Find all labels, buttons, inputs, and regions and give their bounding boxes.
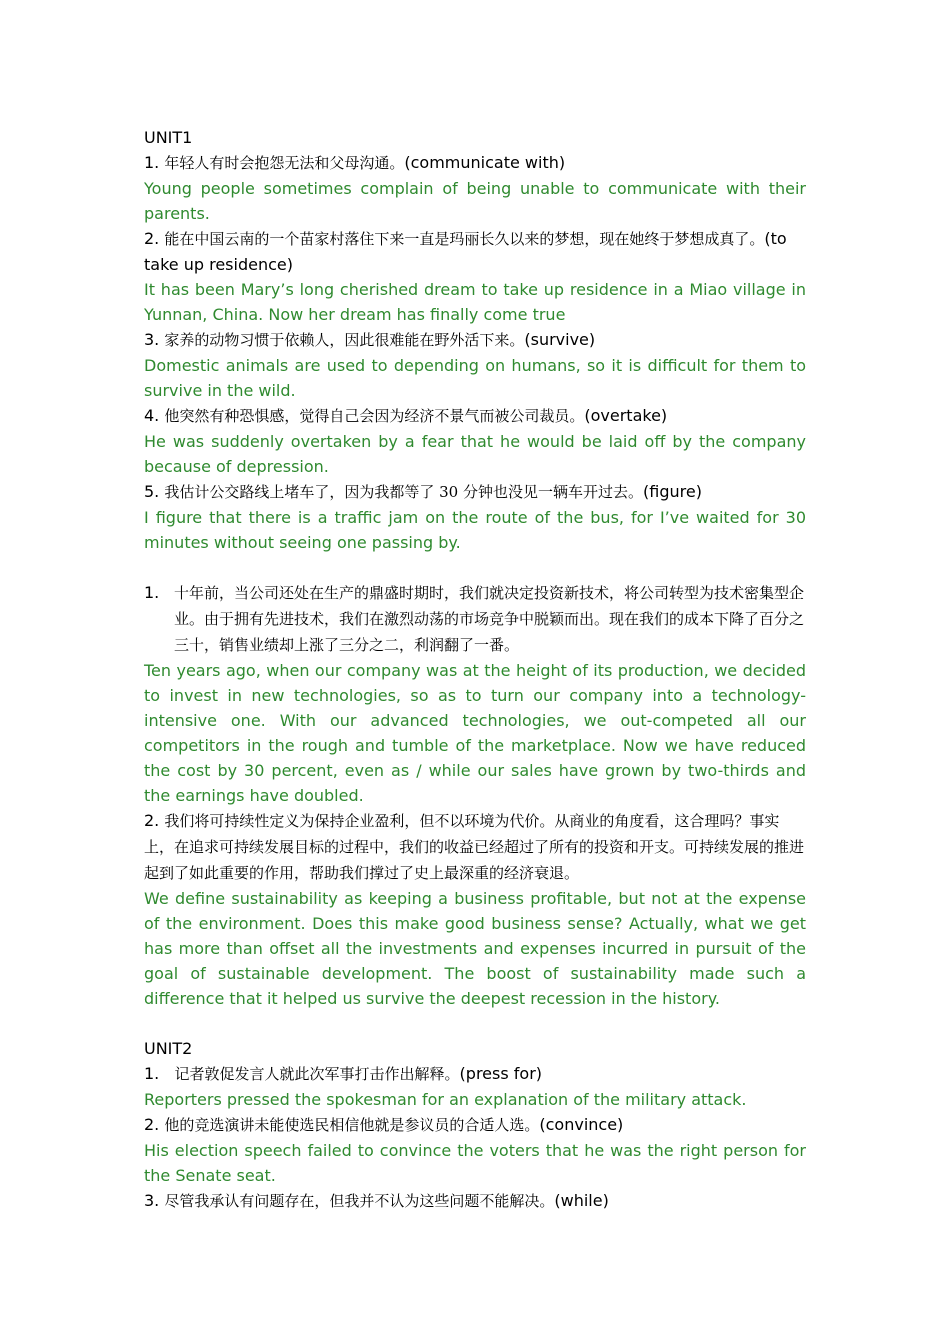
question-line bbox=[144, 1188, 806, 1214]
chinese-sentence: 尽管我承认有问题存在，但我并不认为这些问题不能解决。 bbox=[164, 1192, 555, 1210]
english-translation: Young people sometimes complain of being unable to communicate with their parents. bbox=[144, 179, 806, 223]
question-line bbox=[144, 1061, 806, 1087]
question-line bbox=[144, 150, 806, 176]
unit1-passage bbox=[144, 580, 806, 808]
section-spacer bbox=[144, 1011, 806, 1036]
question-line bbox=[144, 403, 806, 429]
chinese-sentence: 他的竞选演讲未能使选民相信他就是参议员的合适人选。 bbox=[164, 1116, 540, 1134]
item-number: 1. bbox=[144, 1064, 160, 1083]
item-number: 2. bbox=[144, 229, 160, 248]
passage-chinese-line bbox=[144, 808, 806, 886]
english-passage: We define sustainability as keeping a business profitable, but not at the expense of the environment. Does this make good business sense? Actually, what we get has more than offset all the investments and expenses incurred in pursuit of the goal of sustainable development. The boost of sustainability made such a difference that it helped us survive the deepest recession in the history. bbox=[144, 889, 806, 1008]
keyword-hint: (overtake) bbox=[584, 406, 668, 425]
english-translation: I figure that there is a traffic jam on the route of the bus, for I’ve waited for 30 minutes without seeing one passing by. bbox=[144, 508, 806, 552]
keyword-hint: (press for) bbox=[459, 1064, 543, 1083]
unit1-item bbox=[144, 226, 806, 327]
chinese-sentence: 我估计公交路线上堵车了，因为我都等了 30 分钟也没见一辆车开过去。 bbox=[164, 483, 643, 501]
question-line bbox=[144, 1112, 806, 1138]
document-page bbox=[144, 125, 806, 1214]
item-number: 3. bbox=[144, 1191, 160, 1210]
chinese-passage: 我们将可持续性定义为保持企业盈利，但不以环境为代价。从商业的角度看，这合理吗？事实上，在追求可持续发展目标的过程中，我们的收益已经超过了所有的投资和开支。可持续发展的推进起到了如此重要的作用，帮助我们撑过了史上最深重的经济衰退。 bbox=[144, 812, 805, 882]
chinese-sentence: 年轻人有时会抱怨无法和父母沟通。 bbox=[164, 154, 405, 172]
keyword-hint: (while) bbox=[554, 1191, 609, 1210]
keyword-hint: (to take up residence) bbox=[144, 229, 787, 274]
keyword-hint: (figure) bbox=[643, 482, 702, 501]
english-translation: Domestic animals are used to depending on humans, so it is difficult for them to survive in the wild. bbox=[144, 356, 806, 400]
unit1-item bbox=[144, 479, 806, 555]
unit2-heading: UNIT2 bbox=[144, 1039, 193, 1058]
chinese-sentence: 他突然有种恐惧感，觉得自己会因为经济不景气而被公司裁员。 bbox=[164, 407, 585, 425]
section-spacer bbox=[144, 555, 806, 580]
english-translation: He was suddenly overtaken by a fear that he would be laid off by the company because of depression. bbox=[144, 432, 806, 476]
chinese-passage: 十年前，当公司还处在生产的鼎盛时期时，我们就决定投资新技术，将公司转型为技术密集型企业。由于拥有先进技术，我们在激烈动荡的市场竞争中脱颖而出。现在我们的成本下降了百分之三十，销售业绩却上涨了三分之二，利润翻了一番。 bbox=[174, 584, 805, 654]
unit1-heading: UNIT1 bbox=[144, 128, 193, 147]
item-number: 3. bbox=[144, 330, 160, 349]
keyword-hint: (convince) bbox=[539, 1115, 624, 1134]
unit1-item bbox=[144, 150, 806, 226]
unit1-item bbox=[144, 403, 806, 479]
passage-number: 2. bbox=[144, 811, 160, 830]
english-translation: It has been Mary’s long cherished dream to take up residence in a Miao village in Yunnan, China. Now her dream has finally come true bbox=[144, 280, 806, 324]
keyword-hint: (communicate with) bbox=[404, 153, 566, 172]
item-number: 2. bbox=[144, 1115, 160, 1134]
english-translation: His election speech failed to convince the voters that he was the right person for the Senate seat. bbox=[144, 1141, 806, 1185]
unit1-passage bbox=[144, 808, 806, 1011]
item-number: 4. bbox=[144, 406, 160, 425]
unit2-item bbox=[144, 1061, 806, 1112]
item-number: 1. bbox=[144, 153, 160, 172]
keyword-hint: (survive) bbox=[524, 330, 596, 349]
passage-chinese-line bbox=[144, 580, 806, 658]
english-passage: Ten years ago, when our company was at the height of its production, we decided to invest in new technologies, so as to turn our company into a technology-intensive one. With our advanced technologies, we out-competed all our competitors in the rough and tumble of the marketplace. Now we have reduced the cost by 30 percent, even as / while our sales have grown by two-thirds and the earnings have doubled. bbox=[144, 661, 806, 805]
question-line bbox=[144, 226, 806, 277]
unit1-item bbox=[144, 327, 806, 403]
question-line bbox=[144, 479, 806, 505]
item-number: 5. bbox=[144, 482, 160, 501]
chinese-sentence: 家养的动物习惯于依赖人，因此很难能在野外活下来。 bbox=[164, 331, 525, 349]
unit2-item bbox=[144, 1188, 806, 1214]
passage-number: 1. bbox=[144, 583, 160, 602]
chinese-sentence: 记者敦促发言人就此次军事打击作出解释。 bbox=[174, 1065, 460, 1083]
unit2-item bbox=[144, 1112, 806, 1188]
english-translation: Reporters pressed the spokesman for an explanation of the military attack. bbox=[144, 1090, 747, 1109]
chinese-sentence: 能在中国云南的一个苗家村落住下来一直是玛丽长久以来的梦想，现在她终于梦想成真了。 bbox=[164, 230, 765, 248]
question-line bbox=[144, 327, 806, 353]
